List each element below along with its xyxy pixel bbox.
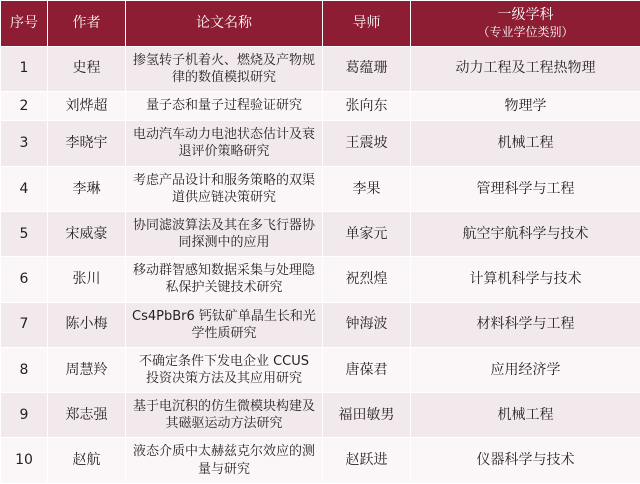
cell-author: 陈小梅 bbox=[48, 302, 126, 347]
column-header-advisor-label: 导师 bbox=[353, 15, 381, 31]
cell-title: 电动汽车动力电池状态估计及衰退评价策略研究 bbox=[126, 121, 323, 166]
cell-title: 协同滤波算法及其在多飞行器协同探测中的应用 bbox=[126, 211, 323, 256]
cell-title: 移动群智感知数据采集与处理隐私保护关键技术研究 bbox=[126, 257, 323, 302]
table-row bbox=[1, 46, 640, 91]
cell-advisor: 王震坡 bbox=[323, 121, 411, 166]
cell-author: 刘烨超 bbox=[48, 91, 126, 120]
cell-title: 基于电沉积的仿生微模块构建及其磁驱运动方法研究 bbox=[126, 393, 323, 438]
header-row bbox=[1, 1, 640, 47]
column-header-seq-label: 序号 bbox=[10, 15, 38, 31]
table-row bbox=[1, 257, 640, 302]
cell-title: Cs4PbBr6 钙钛矿单晶生长和光学性质研究 bbox=[126, 302, 323, 347]
table-row bbox=[1, 91, 640, 120]
column-header-title-label: 论文名称 bbox=[196, 15, 252, 31]
cell-advisor: 赵跃进 bbox=[323, 438, 411, 483]
cell-seq: 9 bbox=[1, 393, 48, 438]
column-header-major-label: 一级学科 bbox=[498, 7, 554, 23]
cell-major: 机械工程 bbox=[411, 393, 640, 438]
cell-major: 物理学 bbox=[411, 91, 640, 120]
cell-seq: 7 bbox=[1, 302, 48, 347]
cell-advisor: 李果 bbox=[323, 166, 411, 211]
cell-major: 材料科学与工程 bbox=[411, 302, 640, 347]
cell-major: 管理科学与工程 bbox=[411, 166, 640, 211]
table-header bbox=[1, 1, 640, 47]
cell-title: 量子态和量子过程验证研究 bbox=[126, 91, 323, 120]
cell-author: 郑志强 bbox=[48, 393, 126, 438]
cell-major: 应用经济学 bbox=[411, 347, 640, 392]
cell-seq: 10 bbox=[1, 438, 48, 483]
cell-seq: 5 bbox=[1, 211, 48, 256]
cell-advisor: 钟海波 bbox=[323, 302, 411, 347]
table-row bbox=[1, 438, 640, 483]
cell-title: 掺氢转子机着火、燃烧及产物规律的数值模拟研究 bbox=[126, 46, 323, 91]
cell-major: 机械工程 bbox=[411, 121, 640, 166]
cell-major: 仪器科学与技术 bbox=[411, 438, 640, 483]
cell-seq: 6 bbox=[1, 257, 48, 302]
cell-author: 李晓宇 bbox=[48, 121, 126, 166]
cell-author: 李琳 bbox=[48, 166, 126, 211]
column-header-seq bbox=[1, 1, 48, 47]
cell-advisor: 张向东 bbox=[323, 91, 411, 120]
cell-author: 赵航 bbox=[48, 438, 126, 483]
column-header-title bbox=[126, 1, 323, 47]
cell-seq: 2 bbox=[1, 91, 48, 120]
table-row bbox=[1, 347, 640, 392]
cell-seq: 8 bbox=[1, 347, 48, 392]
cell-advisor: 单家元 bbox=[323, 211, 411, 256]
cell-major: 动力工程及工程热物理 bbox=[411, 46, 640, 91]
cell-major: 计算机科学与技术 bbox=[411, 257, 640, 302]
cell-title: 考虑产品设计和服务策略的双渠道供应链决策研究 bbox=[126, 166, 323, 211]
cell-advisor: 福田敏男 bbox=[323, 393, 411, 438]
cell-author: 史程 bbox=[48, 46, 126, 91]
column-header-author-label: 作者 bbox=[73, 15, 101, 31]
table-row bbox=[1, 121, 640, 166]
column-header-advisor bbox=[323, 1, 411, 47]
column-header-major-sublabel: （专业学位类别） bbox=[415, 25, 636, 40]
cell-seq: 3 bbox=[1, 121, 48, 166]
cell-advisor: 祝烈煌 bbox=[323, 257, 411, 302]
column-header-author bbox=[48, 1, 126, 47]
table-row bbox=[1, 166, 640, 211]
cell-seq: 4 bbox=[1, 166, 48, 211]
cell-advisor: 唐葆君 bbox=[323, 347, 411, 392]
cell-major: 航空宇航科学与技术 bbox=[411, 211, 640, 256]
cell-author: 宋威豪 bbox=[48, 211, 126, 256]
table-body bbox=[1, 46, 640, 483]
table-row bbox=[1, 211, 640, 256]
cell-seq: 1 bbox=[1, 46, 48, 91]
table-row bbox=[1, 393, 640, 438]
column-header-major bbox=[411, 1, 640, 47]
cell-title: 不确定条件下发电企业 CCUS 投资决策方法及其应用研究 bbox=[126, 347, 323, 392]
cell-advisor: 葛蕴珊 bbox=[323, 46, 411, 91]
cell-author: 周慧羚 bbox=[48, 347, 126, 392]
cell-author: 张川 bbox=[48, 257, 126, 302]
cell-title: 液态介质中太赫兹克尔效应的测量与研究 bbox=[126, 438, 323, 483]
table-row bbox=[1, 302, 640, 347]
